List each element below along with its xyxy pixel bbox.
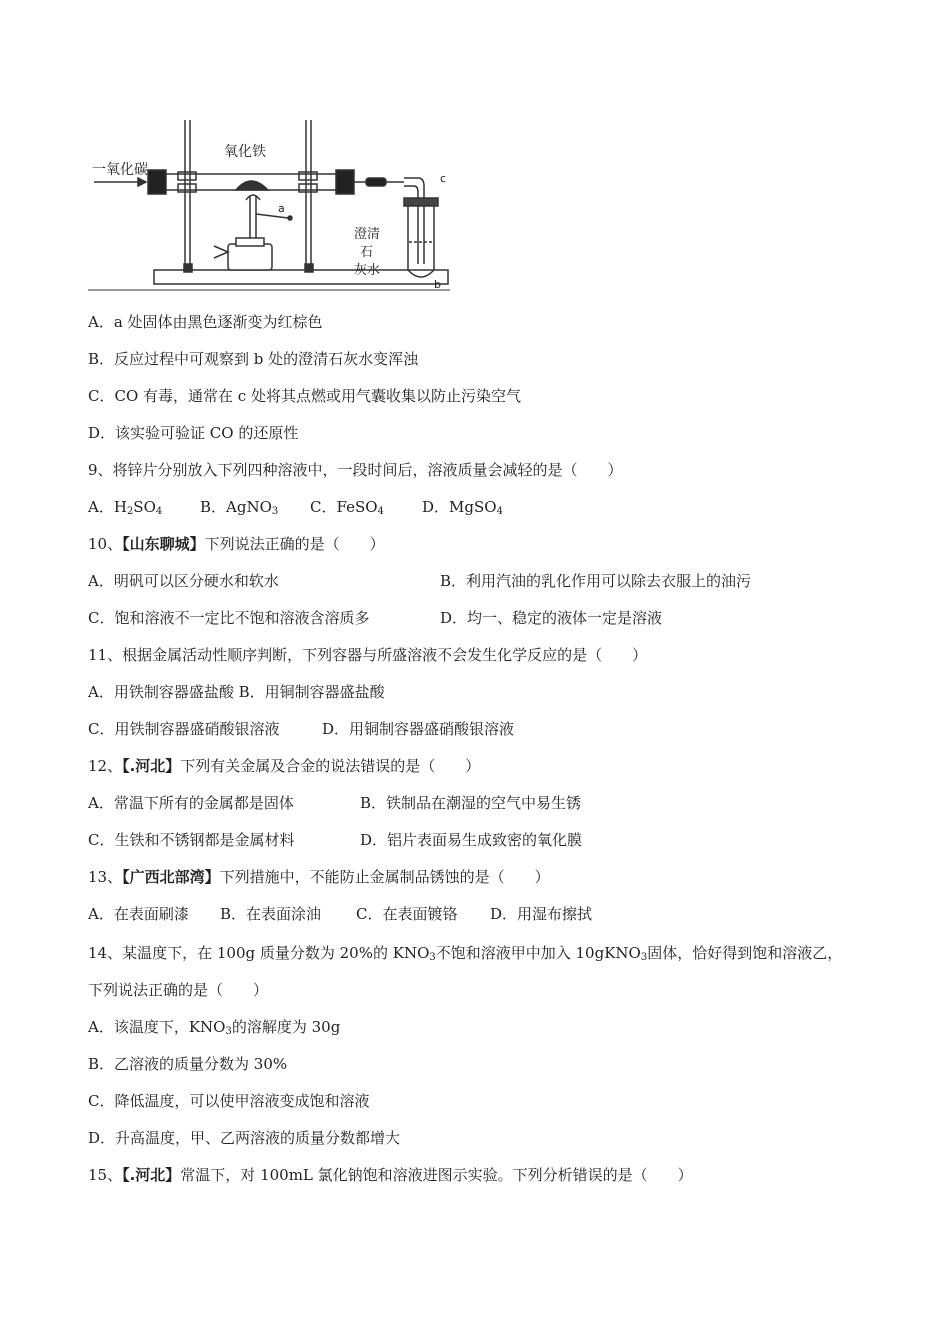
q13-source-tag: 【广西北部湾】 [122, 868, 220, 886]
apparatus-figure [88, 112, 458, 294]
q10-option-c: C．饱和溶液不一定比不饱和溶液含溶质多 [88, 609, 370, 627]
q15-source-tag: 【.河北】 [122, 1166, 181, 1184]
q9-option-b: B．AgNO$_3$ [200, 498, 279, 517]
label-co: 一氧化碳 [92, 162, 148, 178]
q12-option-a: A．常温下所有的金属都是固体 [88, 794, 294, 812]
q12-options-cd [88, 830, 582, 850]
q12-option-b: B．铁制品在潮湿的空气中易生锈 [360, 794, 582, 812]
q13-option-c: C．在表面镀铬 [356, 905, 458, 923]
q11-option-d: D．用铜制容器盛硝酸银溶液 [322, 720, 515, 738]
q14-option-c: C．降低温度，可以使甲溶液变成饱和溶液 [88, 1092, 370, 1110]
q11-option-cd [88, 719, 514, 739]
q9-options [88, 497, 503, 517]
label-limewater-1: 澄清 [354, 227, 381, 242]
label-limewater-2: 石 [360, 245, 374, 260]
q13-option-a: A．在表面刷漆 [88, 905, 189, 923]
label-c: c [440, 172, 447, 185]
q14-option-a: A．该温度下，$KNO_3$的溶解度为 30g [88, 1018, 341, 1037]
q8-option-a: A．a 处固体由黑色逐渐变为红棕色 [88, 313, 323, 331]
q10-option-d: D．均一、稳定的液体一定是溶液 [440, 609, 663, 627]
q9-option-d: D．MgSO$_4$ [422, 498, 503, 517]
label-iron-oxide: 氧化铁 [224, 144, 266, 160]
q12-option-d: D．铝片表面易生成致密的氧化膜 [360, 831, 583, 849]
q12-option-c: C．生铁和不锈钢都是金属材料 [88, 831, 295, 849]
q8-option-c: C．CO 有毒，通常在 c 处将其点燃或用气囊收集以防止污染空气 [88, 387, 521, 405]
q14-stem-line2: 下列说法正确的是（ ） [88, 981, 269, 999]
q9-stem: 9、将锌片分别放入下列四种溶液中，一段时间后，溶液质量会减轻的是（ ） [88, 461, 623, 479]
q13-option-d: D．用湿布擦拭 [490, 905, 593, 923]
q10-source-tag: 【山东聊城】 [122, 535, 205, 553]
q14-option-d: D．升高温度，甲、乙两溶液的质量分数都增大 [88, 1129, 401, 1147]
q8-option-b: B．反应过程中可观察到 b 处的澄清石灰水变浑浊 [88, 350, 419, 368]
q11-option-ab: A．用铁制容器盛盐酸 B．用铜制容器盛盐酸 [88, 683, 385, 701]
q13-stem: 13、【广西北部湾】下列措施中，不能防止金属制品锈蚀的是（ ） [88, 868, 550, 886]
q10-option-a: A．明矾可以区分硬水和软水 [88, 572, 279, 590]
q10-stem: 10、【山东聊城】下列说法正确的是（ ） [88, 535, 385, 553]
label-limewater-3: 灰水 [354, 263, 381, 278]
q9-option-c: C．FeSO$_4$ [310, 498, 384, 517]
label-b: b [434, 278, 441, 291]
q13-options [88, 904, 592, 924]
q12-options-ab [88, 793, 581, 813]
label-a: a [278, 202, 285, 215]
q14-stem-line1: 14、某温度下，在 100g 质量分数为 20%的 $KNO_3$不饱和溶液甲中加入 10gKNO$_3$固体，恰好得到饱和溶液乙， [88, 944, 843, 963]
q12-source-tag: 【.河北】 [122, 757, 181, 775]
q15-stem: 15、【.河北】常温下，对 100mL 氯化钠饱和溶液进图示实验。下列分析错误的是（ ） [88, 1166, 693, 1184]
q11-stem: 11、根据金属活动性顺序判断，下列容器与所盛溶液不会发生化学反应的是（ ） [88, 646, 648, 664]
q8-option-d: D．该实验可验证 CO 的还原性 [88, 424, 299, 442]
q9-option-a: A．$H_2SO_4$ [88, 498, 163, 517]
q12-stem: 12、【.河北】下列有关金属及合金的说法错误的是（ ） [88, 757, 481, 775]
q14-option-b: B．乙溶液的质量分数为 30% [88, 1055, 288, 1073]
q10-option-b: B．利用汽油的乳化作用可以除去衣服上的油污 [440, 572, 752, 590]
q13-option-b: B．在表面涂油 [220, 905, 322, 923]
q11-option-c: C．用铁制容器盛硝酸银溶液 [88, 720, 280, 738]
